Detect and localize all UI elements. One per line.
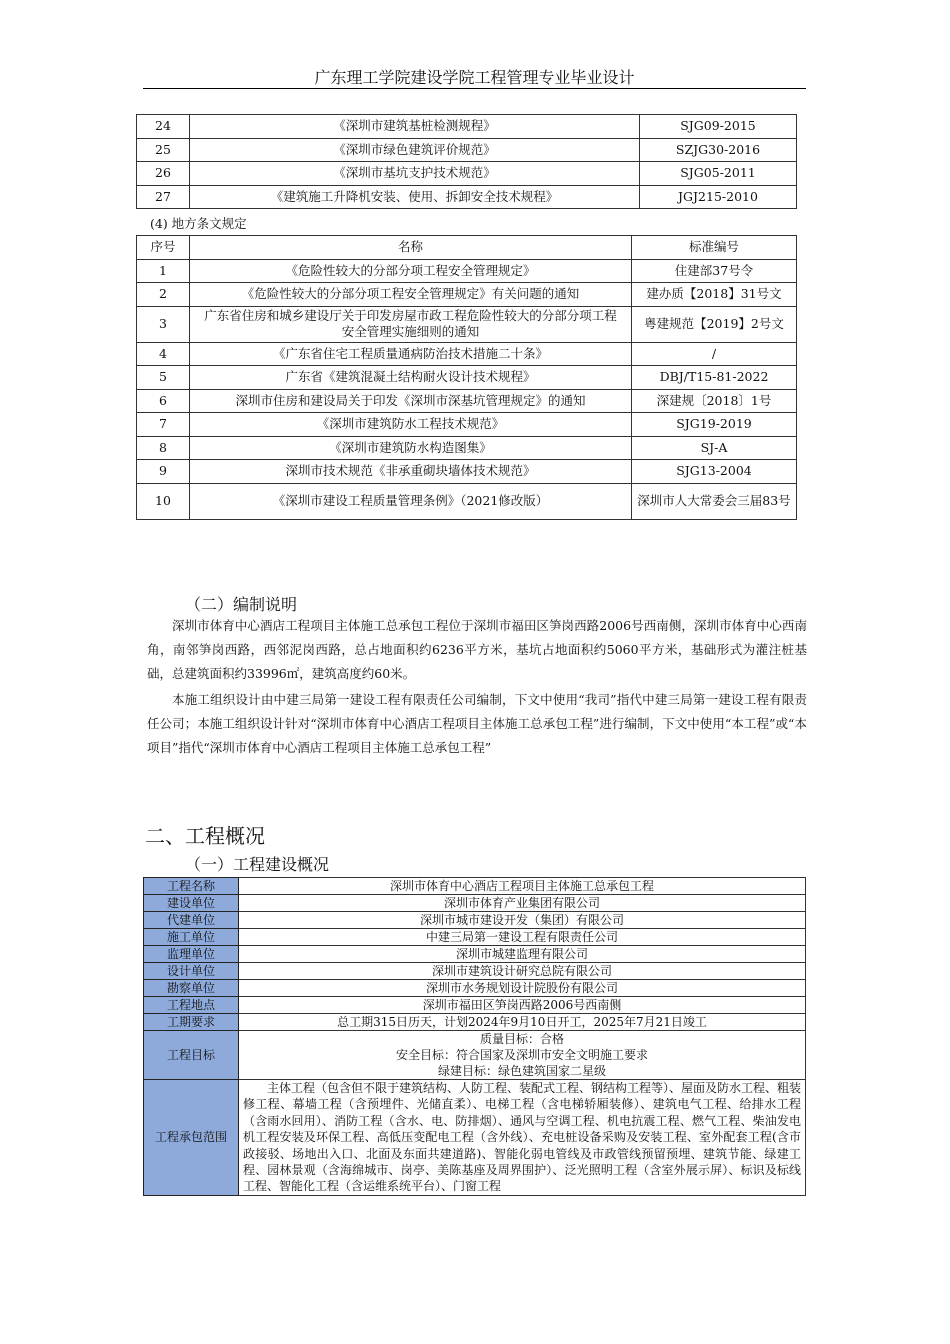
compile-paragraph-1: 深圳市体育中心酒店工程项目主体施工总承包工程位于深圳市福田区笋岗西路2006号西南侧，深圳市体育中心西南角，南邻笋岗西路，西邻泥岗西路，总占地面积约6236平方米，基坑占地面积约5060平方米，基础形式为灌注桩基础，总建筑面积约33996㎡，建筑高度约60米。 xyxy=(147,618,807,681)
cell-number: 10 xyxy=(137,483,190,519)
national-standards-table xyxy=(136,114,797,209)
cell-code: SJ-A xyxy=(632,436,797,460)
cell-name: 《深圳市基坑支护技术规范》 xyxy=(190,162,640,186)
row-value: 深圳市体育中心酒店工程项目主体施工总承包工程 xyxy=(239,878,806,895)
cell-name: 《深圳市建筑防水工程技术规范》 xyxy=(190,413,632,437)
overview-row xyxy=(144,946,806,963)
table-row xyxy=(137,389,797,413)
overview-row-scope xyxy=(144,1080,806,1196)
row-label: 工程承包范围 xyxy=(144,1080,239,1196)
cell-name: 《危险性较大的分部分项工程安全管理规定》 xyxy=(190,259,632,283)
overview-subtitle: （一）工程建设概况 xyxy=(185,855,330,874)
cell-number: 2 xyxy=(137,283,190,307)
header-name: 名称 xyxy=(190,236,632,260)
compile-paragraph-2: 本施工组织设计由中建三局第一建设工程有限责任公司编制，下文中使用“我司”指代中建三局第一建设工程有限责任公司；本施工组织设计针对“深圳市体育中心酒店工程项目主体施工总承包工程”进行编制，下文中使用“本工程”或“本项目”指代“深圳市体育中心酒店工程项目主体施工总承包工程” xyxy=(147,692,807,755)
cell-name: 深圳市住房和建设局关于印发《深圳市深基坑管理规定》的通知 xyxy=(190,389,632,413)
cell-code: 粤建规范【2019】2号文 xyxy=(632,306,797,342)
cell-code: SJG19-2019 xyxy=(632,413,797,437)
goal-line: 质量目标：合格 xyxy=(479,1032,564,1046)
table-header-row xyxy=(137,236,797,260)
cell-number: 26 xyxy=(137,162,190,186)
cell-code: 深圳市人大常委会三届83号 xyxy=(632,483,797,519)
row-label: 工期要求 xyxy=(144,1014,239,1031)
row-label: 监理单位 xyxy=(144,946,239,963)
row-value: 主体工程（包含但不限于建筑结构、人防工程、装配式工程、钢结构工程等）、屋面及防水工程、粗装修工程、幕墙工程（含预埋件、光储直柔）、电梯工程（含电梯轿厢装修）、建筑电气工程、给排水工程（含雨水回用）、消防工程（含水、电、防排烟）、通风与空调工程、机电抗震工程、燃气工程、柴油发电机工程安装及环保工程、高低压变配电工程（含外线）、充电桩设备采购及安装工程、室外配套工程(含市政接驳、场地出入口、北面及东面共建道路)、智能化弱电管线及市政管线预留预埋、建筑节能、绿建工程、园林景观（含海绵城市、岗亭、美陈基座及周界围护）、泛光照明工程（含室外展示屏）、标识及标线工程、智能化工程（含运维系统平台）、门窗工程 xyxy=(239,1080,806,1196)
project-overview-table xyxy=(143,877,806,1196)
row-value: 深圳市城市建设开发（集团）有限公司 xyxy=(239,912,806,929)
cell-name: 《深圳市建筑防水构造图集》 xyxy=(190,436,632,460)
row-label: 工程名称 xyxy=(144,878,239,895)
overview-row xyxy=(144,878,806,895)
cell-code: SJG09-2015 xyxy=(640,115,797,139)
overview-row xyxy=(144,963,806,980)
row-value xyxy=(239,1031,806,1080)
cell-number: 24 xyxy=(137,115,190,139)
row-label: 工程目标 xyxy=(144,1031,239,1080)
cell-code: 建办质【2018】31号文 xyxy=(632,283,797,307)
header-number: 序号 xyxy=(137,236,190,260)
cell-name: 深圳市技术规范《非承重砌块墙体技术规范》 xyxy=(190,460,632,484)
cell-code: / xyxy=(632,342,797,366)
row-label: 设计单位 xyxy=(144,963,239,980)
table-row xyxy=(137,342,797,366)
row-value: 深圳市体育产业集团有限公司 xyxy=(239,895,806,912)
compile-title: （二）编制说明 xyxy=(185,595,298,614)
row-label: 勘察单位 xyxy=(144,980,239,997)
overview-row-goals xyxy=(144,1031,806,1080)
cell-name: 《建筑施工升降机安装、使用、拆卸安全技术规程》 xyxy=(190,185,640,209)
cell-code: 深建规〔2018〕1号 xyxy=(632,389,797,413)
overview-row xyxy=(144,895,806,912)
cell-code: 住建部37号令 xyxy=(632,259,797,283)
compile-text xyxy=(147,614,807,760)
cell-name: 《危险性较大的分部分项工程安全管理规定》有关问题的通知 xyxy=(190,283,632,307)
goal-line: 绿建目标：绿色建筑国家二星级 xyxy=(437,1064,606,1078)
cell-number: 3 xyxy=(137,306,190,342)
cell-number: 1 xyxy=(137,259,190,283)
header-code: 标准编号 xyxy=(632,236,797,260)
row-label: 施工单位 xyxy=(144,929,239,946)
cell-name: 《深圳市建设工程质量管理条例》（2021修改版） xyxy=(190,483,632,519)
table-row xyxy=(137,366,797,390)
table-row xyxy=(137,413,797,437)
table-row xyxy=(137,259,797,283)
cell-name: 《深圳市绿色建筑评价规范》 xyxy=(190,138,640,162)
table-row xyxy=(137,115,797,139)
row-value: 深圳市建筑设计研究总院有限公司 xyxy=(239,963,806,980)
cell-number: 4 xyxy=(137,342,190,366)
table-row xyxy=(137,483,797,519)
local-standards-table xyxy=(136,235,797,520)
overview-row xyxy=(144,997,806,1014)
row-value: 深圳市福田区笋岗西路2006号西南侧 xyxy=(239,997,806,1014)
cell-number: 7 xyxy=(137,413,190,437)
local-standards-caption: (4) 地方条文规定 xyxy=(150,216,247,231)
cell-name: 《深圳市建筑基桩检测规程》 xyxy=(190,115,640,139)
row-value: 深圳市城建监理有限公司 xyxy=(239,946,806,963)
page-header: 广东理工学院建设学院工程管理专业毕业设计 xyxy=(143,68,806,89)
table-row xyxy=(137,138,797,162)
cell-name: 广东省住房和城乡建设厅关于印发房屋市政工程危险性较大的分部分项工程安全管理实施细则的通知 xyxy=(190,306,632,342)
cell-number: 5 xyxy=(137,366,190,390)
table-row xyxy=(137,185,797,209)
overview-row xyxy=(144,929,806,946)
overview-title: 二、工程概况 xyxy=(145,824,265,848)
row-label: 建设单位 xyxy=(144,895,239,912)
table-row xyxy=(137,306,797,342)
table-row xyxy=(137,283,797,307)
row-label: 代建单位 xyxy=(144,912,239,929)
cell-name: 广东省《建筑混凝土结构耐火设计技术规程》 xyxy=(190,366,632,390)
overview-row xyxy=(144,912,806,929)
cell-code: SJG05-2011 xyxy=(640,162,797,186)
cell-number: 27 xyxy=(137,185,190,209)
cell-number: 25 xyxy=(137,138,190,162)
row-value: 总工期315日历天，计划2024年9月10日开工，2025年7月21日竣工 xyxy=(239,1014,806,1031)
cell-code: SZJG30-2016 xyxy=(640,138,797,162)
row-label: 工程地点 xyxy=(144,997,239,1014)
cell-number: 8 xyxy=(137,436,190,460)
goal-line: 安全目标：符合国家及深圳市安全文明施工要求 xyxy=(395,1048,648,1062)
cell-code: DBJ/T15-81-2022 xyxy=(632,366,797,390)
row-value: 深圳市水务规划设计院股份有限公司 xyxy=(239,980,806,997)
table-row xyxy=(137,162,797,186)
table-row xyxy=(137,460,797,484)
overview-row xyxy=(144,1014,806,1031)
cell-code: SJG13-2004 xyxy=(632,460,797,484)
cell-number: 9 xyxy=(137,460,190,484)
overview-row xyxy=(144,980,806,997)
cell-code: JGJ215-2010 xyxy=(640,185,797,209)
cell-number: 6 xyxy=(137,389,190,413)
table-row xyxy=(137,436,797,460)
cell-name: 《广东省住宅工程质量通病防治技术措施二十条》 xyxy=(190,342,632,366)
row-value: 中建三局第一建设工程有限责任公司 xyxy=(239,929,806,946)
